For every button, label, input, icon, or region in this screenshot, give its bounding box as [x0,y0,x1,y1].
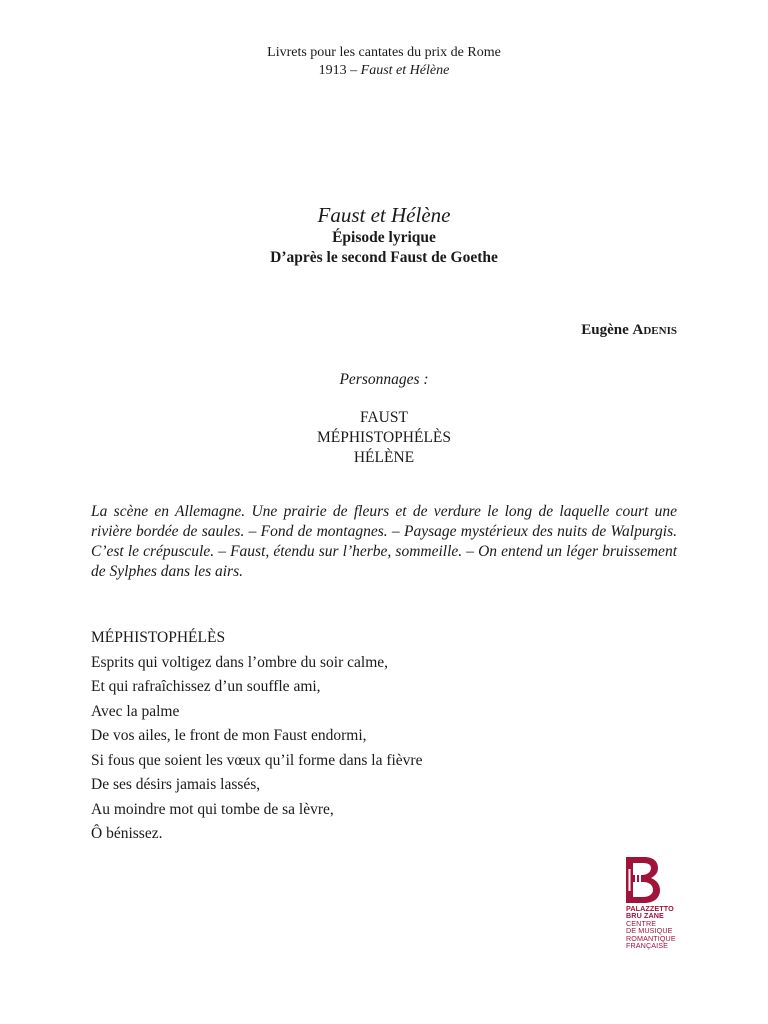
logo-mark-icon [626,857,660,903]
character-item: FAUST [360,409,408,426]
verse-line: Si fous que soient les vœux qu’il forme dans la fièvre [91,751,423,769]
author-first-name: Eugène [581,322,633,338]
verse-line: Esprits qui voltigez dans l’ombre du soir calme, [91,653,389,671]
work-subtitle-source: D’après le second Faust de Goethe [270,249,498,266]
palazzetto-bru-zane-logo [626,857,682,949]
logo-line: PALAZZETTO [626,904,674,913]
logo-line: ROMANTIQUE [626,933,676,943]
characters-list [0,408,768,468]
logo-line: BRU ZANE [626,911,664,921]
verse-line: Au moindre mot qui tombe de sa lèvre, [91,800,334,818]
logo-line: DE MUSIQUE [626,926,673,936]
title-block [0,202,768,268]
verse-line: Avec la palme [91,702,180,720]
running-header [0,44,768,80]
header-work-title: Faust et Hélène [360,63,450,78]
header-year: 1913 – [318,63,361,78]
work-subtitle-genre: Épisode lyrique [332,229,436,246]
stage-direction: La scène en Allemagne. Une prairie de fleurs et de verdure le long de laquelle court une rivière bordée de saules. – Fond de montagnes. – Paysage mystérieux des nuits de Walpurgis. C’est le crépuscule. – Faust, étendu sur l’herbe, sommeille. – On entend un léger bruissement de Sylphes dans les airs. [91,503,677,580]
character-item: MÉPHISTOPHÉLÈS [316,429,452,446]
verse-line: Et qui rafraîchissez d’un souffle ami, [91,678,321,695]
characters-heading: Personnages : [339,371,429,388]
logo-text [626,905,682,949]
speaker-name: MÉPHISTOPHÉLÈS [91,629,226,646]
author-last-name: Adenis [632,322,677,338]
logo-line: FRANÇAISE [626,941,669,951]
verse-line: De vos ailes, le front de mon Faust endormi, [91,727,367,744]
verse-line: Ô bénissez. [91,825,163,842]
verse-line: De ses désirs jamais lassés, [91,776,261,793]
header-collection-title: Livrets pour les cantates du prix de Rome [267,45,501,60]
logo-line: CENTRE [626,918,657,928]
work-title: Faust et Hélène [317,203,451,227]
header-year-title [0,62,768,80]
author-name [581,322,677,339]
verse-block [91,626,677,847]
character-item: HÉLÈNE [353,449,415,466]
